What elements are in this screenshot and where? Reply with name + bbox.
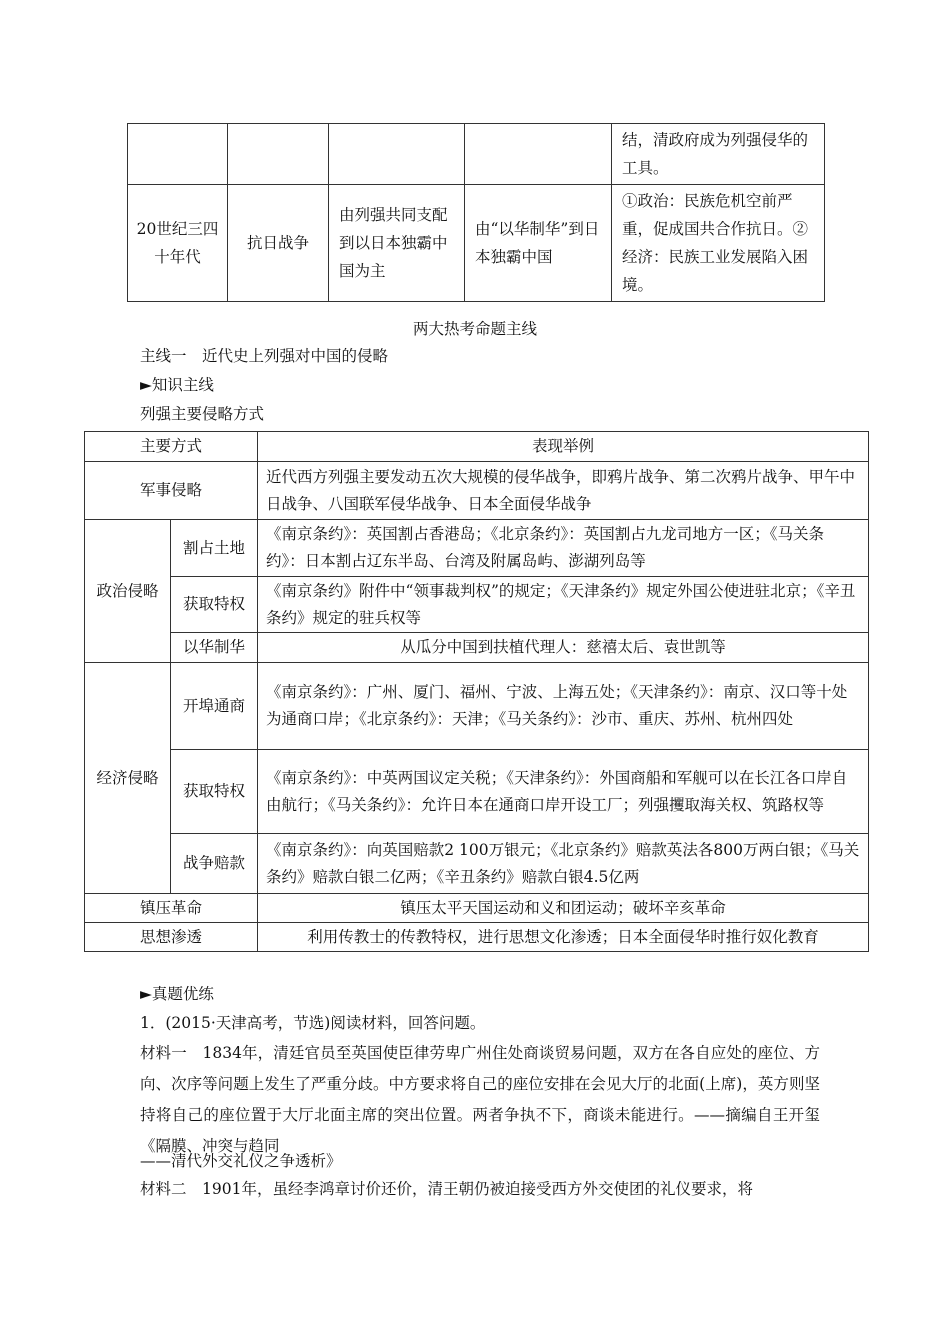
sub-label: 以华制华	[171, 633, 258, 663]
table-cell: 20世纪三四十年代	[128, 185, 228, 302]
table-row	[128, 185, 825, 302]
table-cell: 利用传教士的传教特权，进行思想文化渗透；日本全面侵华时推行奴化教育	[258, 923, 869, 952]
table-cell: 镇压太平天国运动和义和团运动；破坏辛亥革命	[258, 894, 869, 923]
sub-label: 获取特权	[171, 750, 258, 834]
table-row	[85, 750, 869, 834]
table-row	[85, 633, 869, 663]
category-label: 思想渗透	[85, 923, 258, 952]
material-two: 材料二 1901年，虽经李鸿章讨价还价，清王朝仍被迫接受西方外交使团的礼仪要求，将	[140, 1180, 753, 1198]
invasion-table	[84, 431, 869, 952]
table-cell: 《南京条约》：英国割占香港岛；《北京条约》：英国割占九龙司地方一区；《马关条约》：日本割占辽东半岛、台湾及附属岛屿、澎湖列岛等	[258, 520, 869, 577]
period-table	[127, 123, 825, 302]
table-header-cell: 主要方式	[85, 432, 258, 462]
table-cell	[128, 124, 228, 185]
table-cell: 由列强共同支配到以日本独霸中国为主	[329, 185, 465, 302]
table-cell: 《南京条约》附件中“领事裁判权”的规定；《天津条约》规定外国公使进驻北京；《辛丑条约》规定的驻兵权等	[258, 577, 869, 633]
knowledge-heading: ►知识主线	[140, 376, 214, 394]
material-one: 材料一 1834年，清廷官员至英国使臣律劳卑广州住处商谈贸易问题，双方在各自应处的座位、方向、次序等问题上发生了严重分歧。中方要求将自己的座位安排在会见大厅的北面(上席)，英方则坚持将自己的座位置于大厅北面主席的突出位置。两者争执不下，商谈未能进行。——摘编自王开玺《隔膜、冲突与趋同	[140, 1044, 820, 1155]
sub-label: 割占土地	[171, 520, 258, 577]
table-row	[85, 577, 869, 633]
table-row	[85, 923, 869, 952]
table-cell	[228, 124, 329, 185]
question-text: 1．(2015·天津高考，节选)阅读材料，回答问题。	[140, 1014, 486, 1032]
sub-label: 获取特权	[171, 577, 258, 633]
table-cell: 近代西方列强主要发动五次大规模的侵华战争，即鸦片战争、第二次鸦片战争、甲午中日战争、八国联军侵华战争、日本全面侵华战争	[258, 462, 869, 520]
category-label: 政治侵略	[85, 520, 171, 663]
table-caption: 列强主要侵略方式	[140, 405, 265, 423]
table-cell	[329, 124, 465, 185]
table-row	[85, 663, 869, 750]
category-label: 镇压革命	[85, 894, 258, 923]
mainline-heading: 主线一 近代史上列强对中国的侵略	[140, 347, 389, 365]
section-title: 两大热考命题主线	[412, 320, 537, 338]
material-one-source: ——清代外交礼仪之争透析》	[140, 1152, 342, 1170]
sub-label: 开埠通商	[171, 663, 258, 750]
table-cell: 由“以华制华”到日本独霸中国	[465, 185, 612, 302]
table-cell: ①政治：民族危机空前严重，促成国共合作抗日。②经济：民族工业发展陷入困境。	[612, 185, 825, 302]
table-cell: 《南京条约》：中英两国议定关税；《天津条约》：外国商船和军舰可以在长江各口岸自由航行；《马关条约》：允许日本在通商口岸开设工厂；列强攫取海关权、筑路权等	[258, 750, 869, 834]
table-cell: 《南京条约》：广州、厦门、福州、宁波、上海五处；《天津条约》：南京、汉口等十处为通商口岸；《北京条约》：天津；《马关条约》：沙市、重庆、苏州、杭州四处	[258, 663, 869, 750]
category-label: 军事侵略	[85, 462, 258, 520]
category-label: 经济侵略	[85, 663, 171, 894]
table-header-row	[85, 432, 869, 462]
table-row	[85, 520, 869, 577]
table-cell: 抗日战争	[228, 185, 329, 302]
table-row	[85, 834, 869, 894]
table-cell: 结，清政府成为列强侵华的工具。	[612, 124, 825, 185]
table-cell: 从瓜分中国到扶植代理人：慈禧太后、袁世凯等	[258, 633, 869, 663]
table-cell: 《南京条约》：向英国赔款2 100万银元；《北京条约》赔款英法各800万两白银；《马关条约》赔款白银二亿两；《辛丑条约》赔款白银4.5亿两	[258, 834, 869, 894]
table-cell	[465, 124, 612, 185]
sub-label: 战争赔款	[171, 834, 258, 894]
table-row	[85, 894, 869, 923]
table-row	[85, 462, 869, 520]
table-header-cell: 表现举例	[258, 432, 869, 462]
table-row	[128, 124, 825, 185]
practice-heading: ►真题优练	[140, 985, 214, 1003]
